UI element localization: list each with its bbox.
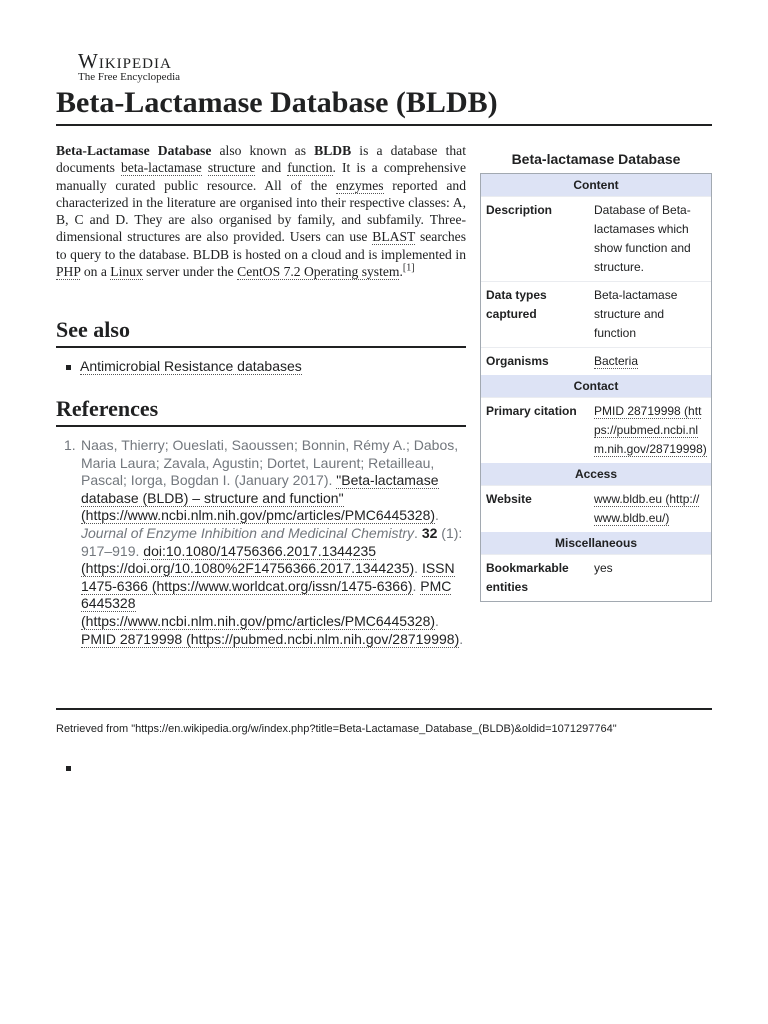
reference-sep: . — [412, 577, 421, 594]
reference-doi-link[interactable]: doi:10.1080/14756366.2017.1344235 (https://doi.org/10.1080%2F14756366.2017.1344235) — [81, 542, 415, 577]
reference-sep: . — [435, 612, 439, 629]
infobox-value-wrap — [594, 352, 711, 371]
infobox-row-organisms — [481, 347, 711, 375]
infobox-label: Primary citation — [486, 404, 577, 418]
retrieved-from — [56, 722, 617, 736]
intro-abbrev: BLDB — [314, 143, 352, 158]
infobox-header-misc: Miscellaneous — [481, 532, 711, 554]
reference-number: 1. — [64, 437, 76, 453]
reference-sep: . — [414, 524, 422, 541]
intro-text: server under the — [142, 264, 238, 280]
reference-issn-link[interactable]: ISSN 1475-6366 (https://www.worldcat.org/issn/1475-6366) — [81, 560, 455, 594]
infobox-value: Database of Beta-lactamases which show function and structure. — [594, 203, 691, 274]
retrieved-prefix: Retrieved from " — [56, 723, 136, 735]
infobox-label: Organisms — [486, 354, 549, 368]
link-enzymes[interactable]: enzymes — [335, 177, 384, 193]
reference-sep: . — [435, 507, 439, 524]
list-item — [66, 356, 466, 376]
bullet-icon — [66, 766, 71, 771]
infobox-header-access: Access — [481, 463, 711, 485]
link-beta-lactamase[interactable]: beta-lactamase — [121, 160, 202, 176]
see-also-heading: See also — [56, 316, 466, 348]
infobox-value: Beta-lactamase structure and function — [594, 288, 678, 340]
infobox-row-primary-citation — [481, 397, 711, 463]
bullet-icon — [66, 365, 71, 370]
link-blast[interactable]: BLAST — [372, 229, 416, 245]
infobox — [480, 173, 712, 602]
link-structure[interactable]: structure — [207, 160, 256, 176]
reference-sep: . — [414, 560, 422, 577]
reference-issue-pages: (1): 917–919. — [81, 524, 463, 559]
reference-authors: Naas, Thierry; Oueslati, Saoussen; Bonnin, Rémy A.; Dabos, Maria Laura; Zavala, Agustin; Dortet, Laurent; Retailleau, Pascal; Iorga, Bogdan I. (January 2017). — [81, 437, 459, 489]
reference-journal: Journal of Enzyme Inhibition and Medicinal Chemistry — [81, 524, 415, 541]
wikipedia-tagline: The Free Encyclopedia — [78, 71, 181, 83]
infobox-label: Description — [486, 203, 553, 217]
link-php[interactable]: PHP — [56, 264, 81, 280]
intro-text — [202, 160, 208, 175]
link-antimicrobial-resistance-databases[interactable]: Antimicrobial Resistance databases — [80, 358, 302, 374]
intro-text: reported and characterized in the literature are organised into their respective classes: A, B, C and D. They are also organised by family, and subfamily. Three-dimensional structures are also provided. Users can use — [56, 177, 466, 245]
infobox-value: yes — [594, 561, 613, 575]
infobox-label: Data types captured — [486, 288, 547, 321]
retrieved-url-link[interactable]: https://en.wikipedia.org/w/index.php?title=Beta-Lactamase_Database_(BLDB)&oldid=1071297764 — [135, 723, 613, 735]
infobox-row-bookmarkable — [481, 554, 711, 601]
footer-divider — [56, 708, 712, 710]
intro-text: searches to query to the database. BLDB is hosted on a cloud and is implemented in — [56, 229, 467, 262]
link-centos[interactable]: CentOS 7.2 Operating system — [237, 264, 400, 280]
reference-pmid-link[interactable]: PMID 28719998 (https://pubmed.ncbi.nlm.nih.gov/28719998) — [81, 630, 460, 647]
infobox-label: Website — [486, 492, 532, 506]
infobox-value-wrap — [594, 402, 711, 459]
infobox-row-website — [481, 485, 711, 532]
citation-link[interactable]: [1] — [402, 262, 415, 274]
see-also-list — [66, 356, 466, 376]
infobox-value-wrap — [594, 490, 711, 528]
infobox-header-content: Content — [481, 174, 711, 196]
reference-pmc-link[interactable]: PMC 6445328 (https://www.ncbi.nlm.nih.gov/pmc/articles/PMC6445328) — [81, 577, 452, 629]
reference-volume: 32 — [421, 524, 438, 541]
infobox-row-data-types — [481, 281, 711, 347]
page-title: Beta-Lactamase Database (BLDB) — [56, 85, 712, 126]
link-function[interactable]: function — [287, 160, 333, 176]
infobox-row-description — [481, 196, 711, 281]
wikipedia-wordmark[interactable]: Wikipedia — [78, 49, 172, 73]
reference-sep: . — [459, 630, 464, 647]
intro-text: . — [399, 264, 403, 280]
intro-term: Beta-Lactamase Database — [56, 143, 212, 158]
retrieved-suffix: " — [612, 723, 617, 735]
infobox-title: Beta-lactamase Database — [511, 151, 681, 167]
intro-text: and — [255, 160, 288, 176]
infobox-label: Bookmarkable entities — [486, 561, 569, 594]
link-linux[interactable]: Linux — [110, 264, 143, 280]
reference-title-link[interactable]: "Beta-lactamase database (BLDB) – structure and function" (https://www.ncbi.nlm.nih.gov/pmc/articles/PMC6445328) — [81, 472, 439, 524]
references-heading: References — [56, 395, 466, 427]
link-pmid[interactable]: PMID 28719998 (https://pubmed.ncbi.nlm.nih.gov/28719998) — [594, 404, 707, 456]
intro-text: is a database that documents — [56, 143, 466, 176]
reference-item — [64, 437, 466, 648]
link-bacteria[interactable]: Bacteria — [594, 354, 639, 368]
infobox-header-contact: Contact — [481, 375, 711, 397]
link-website[interactable]: www.bldb.eu (http://www.bldb.eu/) — [594, 492, 700, 525]
intro-paragraph — [56, 142, 466, 280]
intro-text: . It is a comprehensive manually curated public resource. All of the — [56, 160, 466, 193]
intro-text: on a — [80, 264, 111, 280]
intro-text: also known as — [211, 143, 315, 158]
